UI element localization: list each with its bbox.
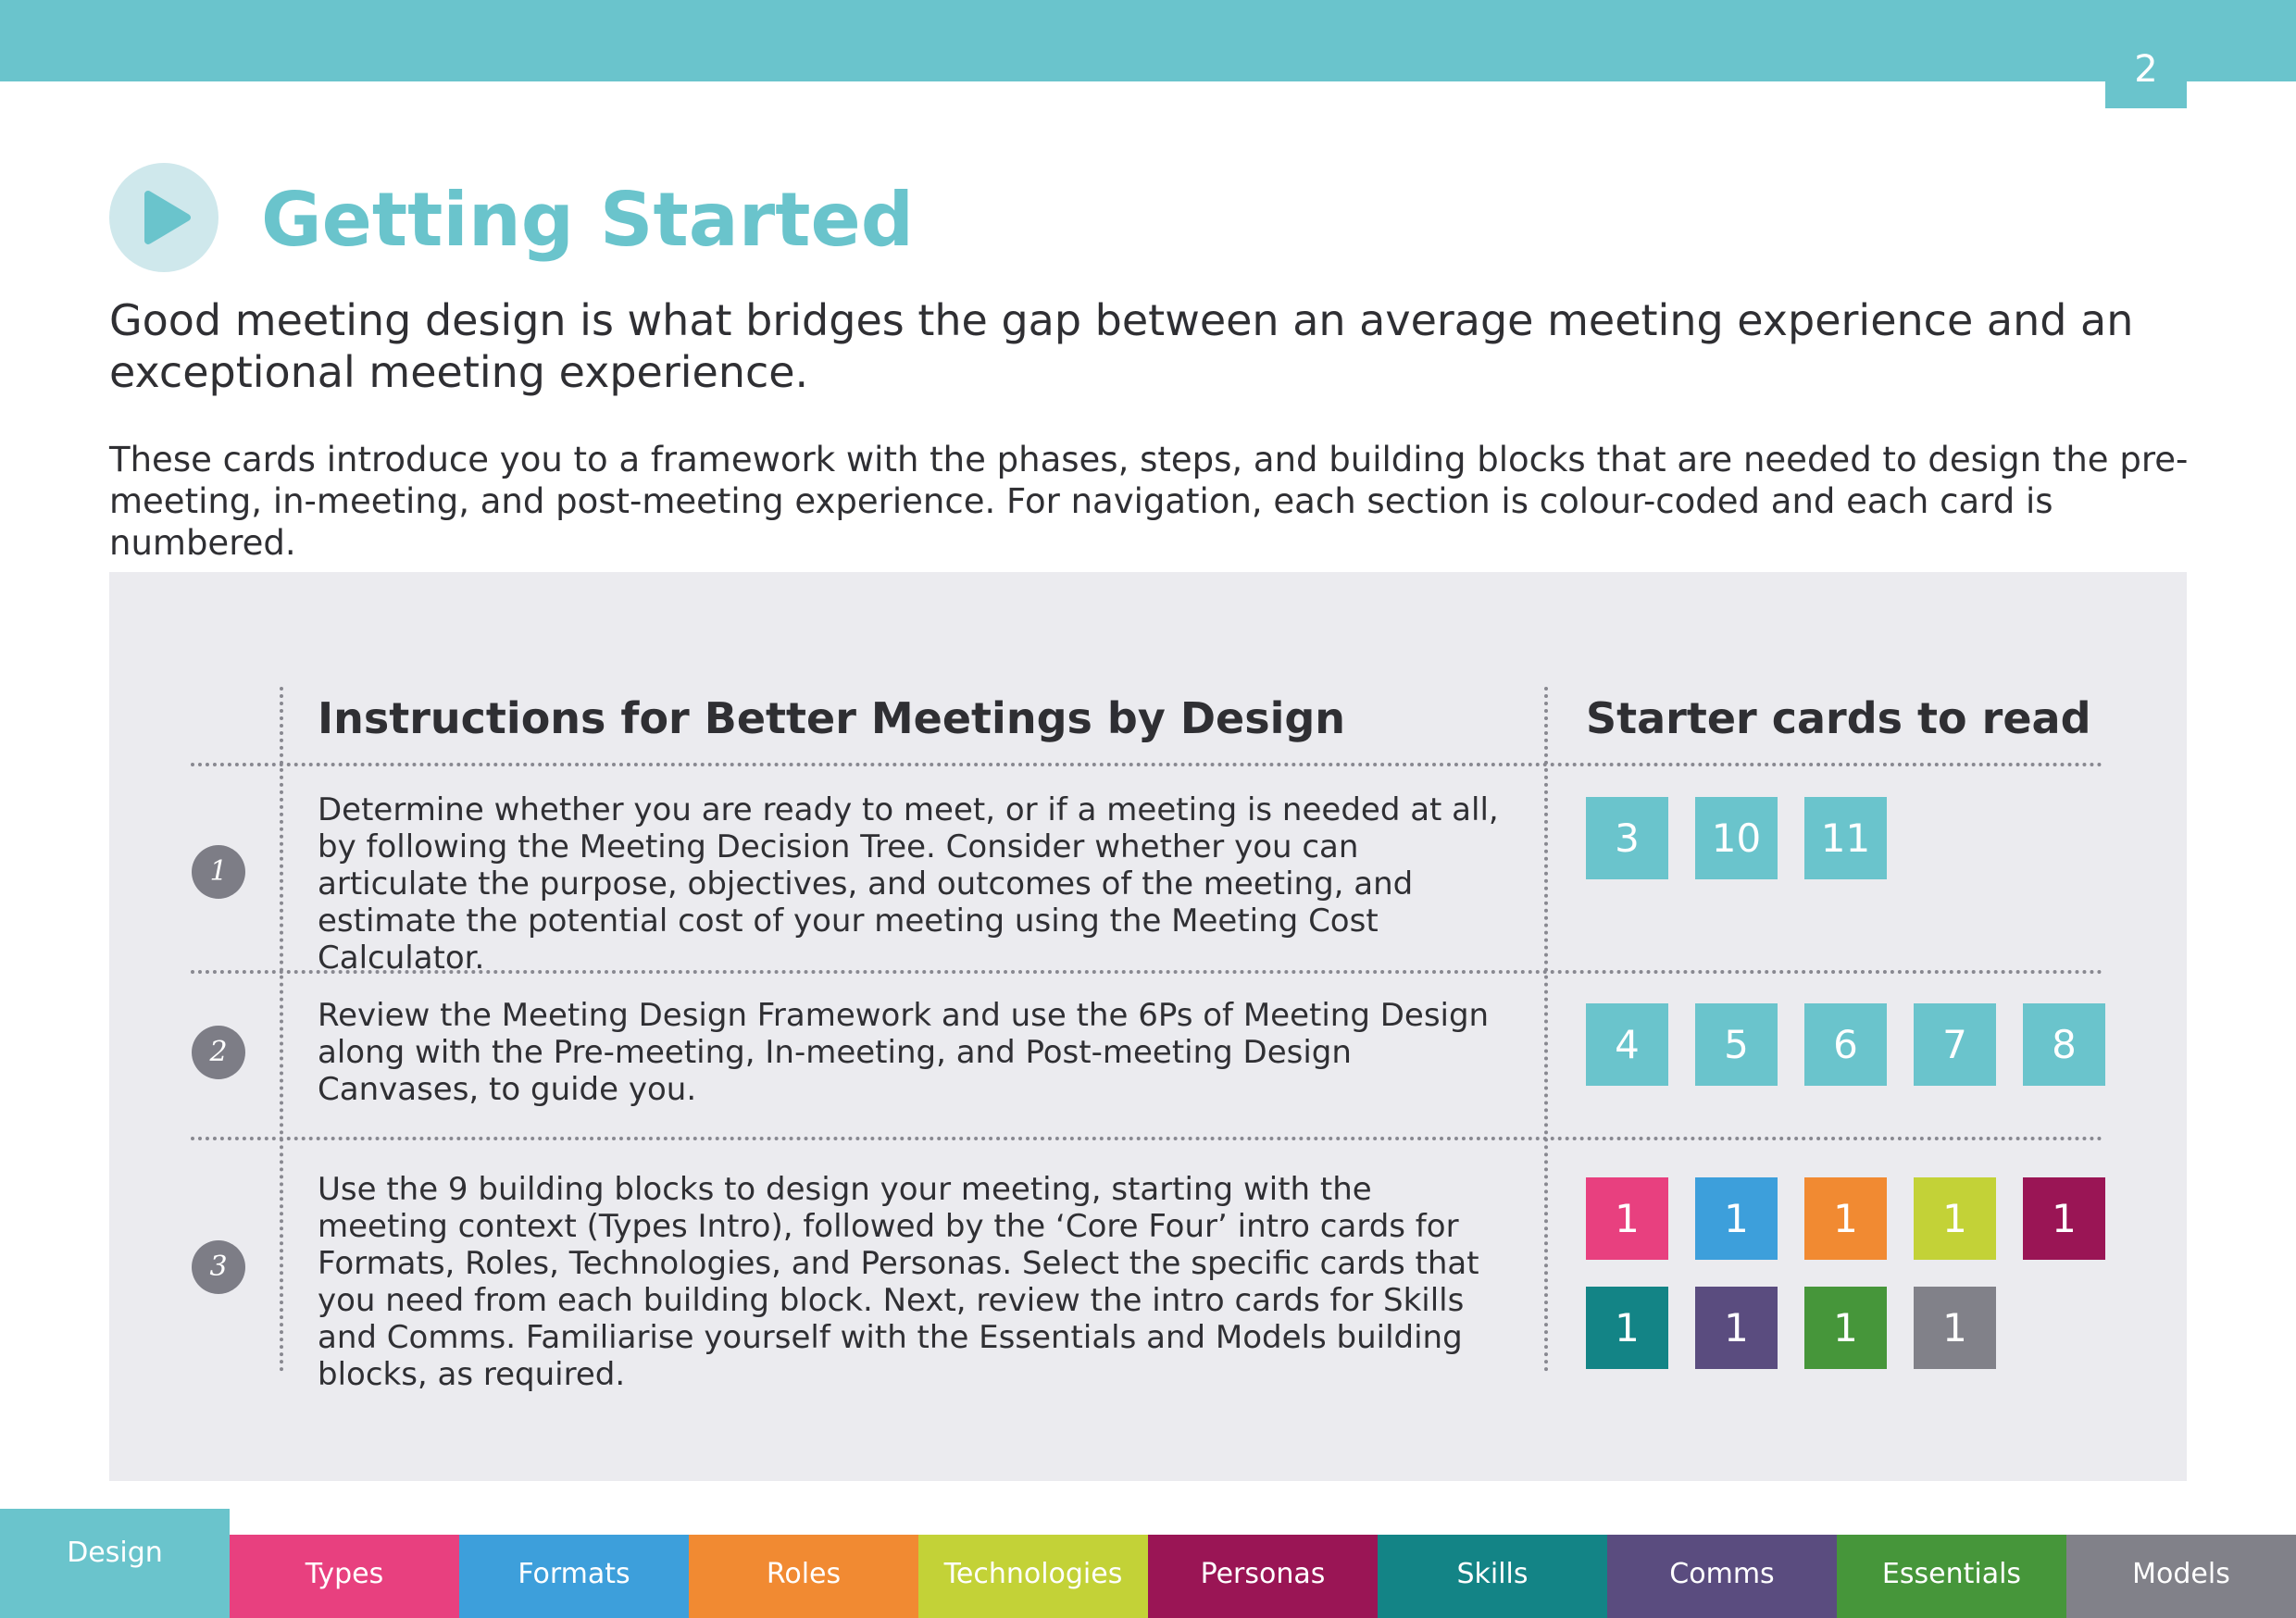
- top-banner: [0, 0, 2296, 81]
- card-chip[interactable]: 1: [1804, 1177, 1887, 1260]
- step-text-1: Determine whether you are ready to meet, or if a meeting is needed at all, by following the Meeting Decision Tree. Consider whether you can articulate the purpose, objectives, and outcomes of the meeting, and estimate the potential cost of your meeting using the Meeting Cost Calculator.: [318, 791, 1499, 977]
- card-chip[interactable]: 10: [1695, 797, 1778, 879]
- section-tab-bar: [0, 1509, 2296, 1618]
- starter-cards-header: Starter cards to read: [1586, 693, 2091, 743]
- step-text-2: Review the Meeting Design Framework and use the 6Ps of Meeting Design along with the Pre-meeting, In-meeting, and Post-meeting Design Canvases, to guide you.: [318, 997, 1490, 1108]
- step-text-3: Use the 9 building blocks to design your meeting, starting with the meeting context (Types Intro), followed by the ‘Core Four’ intro cards for Formats, Roles, Technologies, and Personas. Select the specific cards that you need from each building block. Next, review the intro cards for Skills and Comms. Familiarise yourself with the Essentials and Models building blocks, as required.: [318, 1171, 1479, 1393]
- tab-roles[interactable]: Roles: [689, 1535, 918, 1618]
- divider-row-2: [191, 1137, 2103, 1140]
- page-number: 2: [2105, 0, 2187, 108]
- intro-paragraph: These cards introduce you to a framework with the phases, steps, and building blocks that are needed to design the pre-meeting, in-meeting, and post-meeting experience. For navigation, each section is colour-coded and each card is numbered.: [109, 440, 2189, 563]
- card-chip[interactable]: 1: [1804, 1287, 1887, 1369]
- tab-comms[interactable]: Comms: [1607, 1535, 1837, 1618]
- tab-personas[interactable]: Personas: [1148, 1535, 1378, 1618]
- card-chip[interactable]: 1: [2023, 1177, 2105, 1260]
- tab-formats[interactable]: Formats: [459, 1535, 689, 1618]
- tab-essentials[interactable]: Essentials: [1837, 1535, 2066, 1618]
- tab-design[interactable]: Design: [0, 1509, 230, 1618]
- step-number-3: 3: [192, 1240, 245, 1294]
- tab-skills[interactable]: Skills: [1378, 1535, 1607, 1618]
- card-chip[interactable]: 11: [1804, 797, 1887, 879]
- divider-vertical-left: [280, 687, 283, 1372]
- play-icon: [109, 163, 218, 272]
- instructions-header: Instructions for Better Meetings by Design: [318, 693, 1346, 743]
- tab-models[interactable]: Models: [2066, 1535, 2296, 1618]
- card-chip[interactable]: 8: [2023, 1003, 2105, 1086]
- card-chip[interactable]: 3: [1586, 797, 1668, 879]
- divider-vertical-right: [1544, 687, 1548, 1372]
- card-chip[interactable]: 1: [1695, 1177, 1778, 1260]
- card-chip[interactable]: 1: [1695, 1287, 1778, 1369]
- step-number-1: 1: [192, 845, 245, 899]
- card-chip[interactable]: 4: [1586, 1003, 1668, 1086]
- card-chip[interactable]: 1: [1914, 1177, 1996, 1260]
- step-number-2: 2: [192, 1026, 245, 1079]
- card-chip[interactable]: 6: [1804, 1003, 1887, 1086]
- card-chip[interactable]: 5: [1695, 1003, 1778, 1086]
- card-chip[interactable]: 1: [1586, 1177, 1668, 1260]
- card-chip[interactable]: 1: [1586, 1287, 1668, 1369]
- tab-technologies[interactable]: Technologies: [918, 1535, 1148, 1618]
- card-chip[interactable]: 1: [1914, 1287, 1996, 1369]
- lead-paragraph: Good meeting design is what bridges the gap between an average meeting experience and an exceptional meeting experience.: [109, 295, 2134, 397]
- card-chip[interactable]: 7: [1914, 1003, 1996, 1086]
- page-title: Getting Started: [261, 177, 914, 263]
- tab-types[interactable]: Types: [230, 1535, 459, 1618]
- divider-header: [191, 763, 2103, 766]
